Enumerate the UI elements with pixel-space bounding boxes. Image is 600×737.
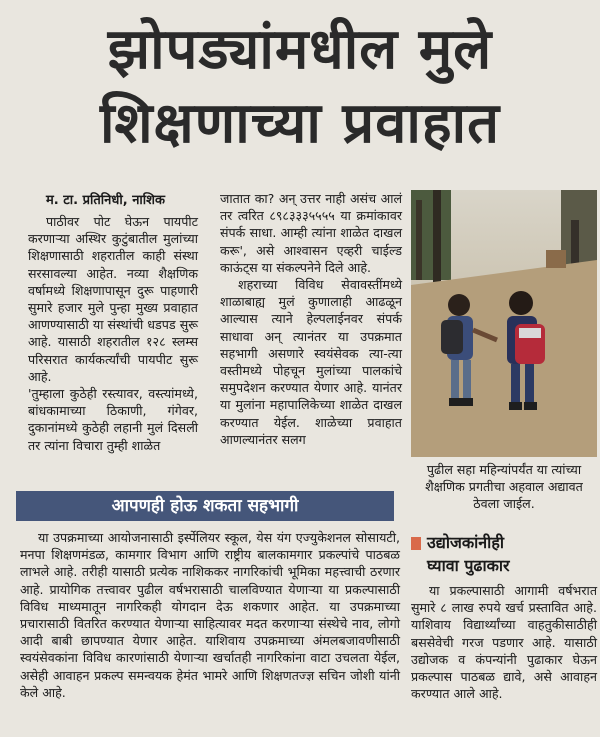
- photo-caption: पुढील सहा महिन्यांपर्यंत या त्यांच्या शैक्षणिक प्रगतीचा अहवाल अद्यावत ठेवला जाईल.: [425, 462, 583, 512]
- article-paragraph: 'तुम्हाला कुठेही रस्त्यावर, वस्त्यांमध्ये, बांधकामाच्या ठिकाणी, गंगेवर, दुकानांमध्ये कुठेही लहानी मुलं दिसली तर त्यांना विचारा तुम्ही शाळेत: [28, 386, 198, 453]
- sidebar-title-line-1: उद्योजकांनीही: [427, 533, 504, 552]
- section-paragraph: या उपक्रमाच्या आयोजनासाठी इर्स्पेलियर स्कूल, येस यंग एज्युकेशनल सोसायटी, मनपा शिक्षणमंडळ, कामगार विभाग आणि राष्ट्रीय बालकामगार प्रकल्पांचे पाठबळ लाभले आहे. तरीही यासाठी प्रत्येक नाशिककर नागरिकांची भूमिका महत्त्वाची ठरणार आहे. प्रायोगिक तत्त्वावर पुढील वर्षभरासाठी चालविण्यात येणाऱ्या या प्रकल्पासाठी विविध माध्यमातून नागरिकही योगदान देऊ शकणार आहेत. या उपक्रमाच्या प्रचारासाठी वितरित करण्यात येणाऱ्या साहित्यावर मदत करणाऱ्या संस्थेचे नाव, लोगो आदी बाबी छापण्यात येणार आहेत. याशिवाय उपक्रमाच्या अंमलबजावणीसाठी स्वयंसेवकांना विविध कारणांसाठी येणाऱ्या खर्चातही नागरिकांना वाटा उचलता येईल, असेही आवाहन प्रकल्प समन्वयक हेमंत भामरे आणि शिक्षणतज्ज्ञ सचिन जोशी यांनी केले आहे.: [20, 530, 400, 700]
- square-bullet-icon: [411, 537, 421, 550]
- headline-line-2: शिक्षणाच्या प्रवाहात: [99, 91, 501, 156]
- sidebar-title: [411, 532, 597, 578]
- article-paragraph: पाठीवर पोट घेऊन पायपीट करणाऱ्या अस्थिर कुटुंबातील मुलांच्या शिक्षणासाठी शहरातील काही संस्था सरसावल्या आहेत. नव्या शैक्षणिक वर्षामध्ये शिक्षणापासून दुरू पाहणारी सुमारे हजार मुले पुन्हा मुख्य प्रवाहात आणण्यासाठी या संस्थांची धडपड सुरू आहे. यासाठी शहरातील १२८ स्लम्स परिसरात कार्यकर्त्यांची पायपीट सुरू आहे.: [28, 214, 198, 384]
- children-walking-photo: [411, 190, 597, 457]
- headline-line-1: झोपड्यांमधील मुले: [107, 17, 493, 82]
- article-column-1: [28, 213, 198, 454]
- photo-illustration: [411, 190, 597, 457]
- section-body: [20, 529, 400, 701]
- sidebar-body: [411, 582, 597, 702]
- sidebar-title-line-2: घ्यावा पुढाकार: [427, 556, 510, 575]
- article-column-2: [220, 190, 402, 448]
- section-banner: आपणही होऊ शकता सहभागी: [16, 491, 394, 521]
- article-paragraph: जातात का? अन् उत्तर नाही असंच आलं तर त्वरित ८९८३३३५५५५ या क्रमांकावर संपर्क साधा. आम्ही त्यांना शाळेत दाखल करू', असे आश्वासन एव्हरी चाईल्ड काऊंट्स या संकल्पनेने दिले आहे.: [220, 191, 402, 275]
- sidebar-paragraph: या प्रकल्पासाठी आगामी वर्षभरात सुमारे ८ लाख रुपये खर्च प्रस्तावित आहे. याशिवाय विद्यार्थ्यांच्या वाहतुकीसाठीही बससेवेची गरज पडणार आहे. यासाठी उद्योजक व कंपन्यांनी पुढाकार घेऊन प्रकल्पास पाठबळ द्यावे, असे आवाहन करण्यात आले आहे.: [411, 583, 597, 702]
- byline: म. टा. प्रतिनिधी, नाशिक: [46, 193, 165, 208]
- article-paragraph: शहराच्या विविध सेवावस्तींमध्ये शाळाबाह्य मुलं कुणालाही आढळून आल्यास त्याने हेल्पलाईनवर संपर्क साधावा अन् त्यानंतर या उपक्रमात सहभागी असणारे स्वयंसेवक त्या-त्या वस्तीमध्ये पोहचून मुलांच्या पालकांचे समुपदेशन करण्यात येणार आहे. यानंतर या मुलांना महापालिकेच्या शाळेत दाखल करण्यात येईल. शाळेच्या प्रवाहात आणल्यानंतर सलग: [220, 277, 402, 447]
